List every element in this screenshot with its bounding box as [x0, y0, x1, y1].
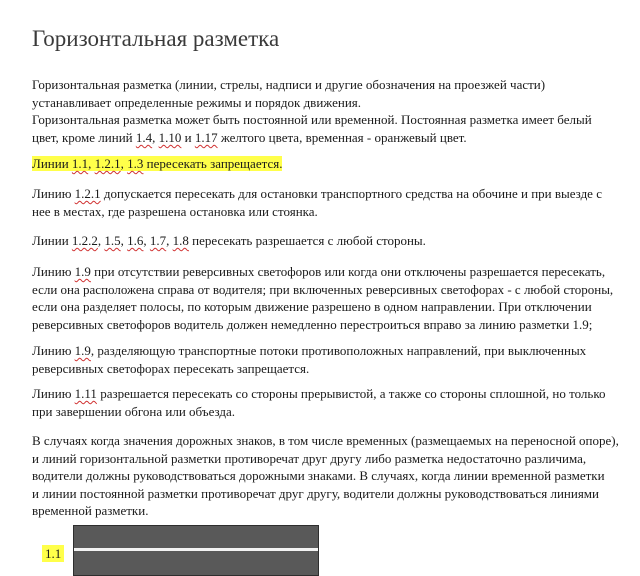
paragraph-line: если она разделяет полосы, по которым движение разрешено в одном направлении. При отключении [32, 299, 592, 315]
paragraph-conflicts [32, 432, 632, 520]
paragraph-line [32, 385, 632, 403]
text-run: пересекать разрешается с любой стороны. [188, 233, 426, 248]
paragraph-line: нее в местах, где разрешена остановка или стоянка. [32, 203, 318, 219]
text-run: Линии [32, 233, 72, 248]
line-ref-1-5: 1.5 [104, 233, 121, 248]
paragraph-line: если она расположена справа от водителя; при включенных реверсивных светофорах - с любой стороны, [32, 281, 614, 297]
text-run: , [143, 233, 150, 248]
text-run: Линию [32, 186, 75, 201]
intro-line-3: Горизонтальная разметка может быть постоянной или временной. Постоянная разметка имеет белый [32, 112, 592, 128]
line-ref-1-2-1: 1.2.1 [74, 186, 101, 201]
text-run: , [120, 156, 128, 171]
paragraph-line: реверсивных светофоров водитель должен немедленно перестроиться вправо за линию разметки 1.9; [32, 316, 593, 332]
paragraph-line-1-2-1 [32, 185, 632, 220]
paragraph-line: В случаях когда значения дорожных знаков, в том числе временных (размещаемых на переносной опоре), [32, 433, 619, 448]
intro-line-4 [32, 129, 632, 147]
line-ref-1-9: 1.9 [74, 343, 91, 358]
paragraph-line [32, 263, 632, 281]
text-run: , [97, 233, 105, 248]
paragraph-line: при завершении обгона или объезда. [32, 403, 236, 419]
paragraph-line [32, 342, 632, 360]
text-run: и [181, 129, 195, 145]
paragraph-line [32, 155, 632, 173]
line-ref-1-1: 1.1 [71, 156, 89, 171]
paragraph-line: водители должны руководствоваться дорожными знаками. В случаях, когда линии временной разметки [32, 468, 605, 484]
line-ref-1-7: 1.7 [149, 233, 167, 248]
line-ref-1-4: 1.4 [135, 129, 153, 145]
line-ref-1-3: 1.3 [127, 156, 144, 171]
highlighted-sentence [32, 156, 282, 171]
line-ref-1-6: 1.6 [127, 233, 144, 248]
paragraph-line: реверсивных светофорах пересекать запрещается. [32, 360, 310, 376]
text-run: при отсутствии реверсивных светофоров или когда они отключены разрешается пересекать, [90, 264, 606, 279]
road-marking-illustration [73, 525, 319, 576]
text-run: цвет, кроме линий [32, 129, 136, 145]
paragraph-line [32, 185, 632, 203]
text-run: разрешается пересекать со стороны прерывистой, а также со стороны сплошной, но только [96, 386, 606, 401]
paragraph-line-1-11 [32, 385, 632, 420]
line-ref-1-8: 1.8 [172, 233, 189, 248]
paragraph-line-1-9 [32, 263, 632, 333]
text-run: Линию [32, 343, 75, 358]
line-ref-1-17: 1.17 [194, 129, 218, 145]
intro-line-2: устанавливает определенные режимы и порядок движения. [32, 94, 361, 110]
text-run: допускается пересекать для остановки транспортного средства на обочине и при выезде с [100, 186, 602, 201]
intro-paragraph [32, 76, 632, 146]
paragraph-line: временной разметки. [32, 503, 149, 519]
text-run: пересекать запрещается. [143, 156, 283, 171]
text-run: желтого цвета, временная - оранжевый цвет. [217, 129, 467, 145]
line-ref-1-2-1: 1.2.1 [94, 156, 121, 171]
text-run: , [166, 233, 173, 248]
text-run: , разделяющую транспортные потоки противоположных направлений, при выключенных [90, 343, 587, 358]
intro-line-1: Горизонтальная разметка (линии, стрелы, надписи и другие обозначения на проезжей части) [32, 77, 546, 92]
text-run: Линию [32, 386, 75, 401]
line-ref-1-10: 1.10 [158, 129, 182, 145]
paragraph-line-1-9-reversible [32, 342, 632, 377]
line-ref-1-9: 1.9 [74, 264, 91, 279]
page-title: Горизонтальная разметка [32, 26, 280, 51]
marking-label: 1.1 [42, 545, 64, 562]
paragraph-forbidden-lines [32, 155, 632, 173]
solid-line-marking [74, 548, 318, 551]
paragraph-crossable-lines [32, 232, 632, 250]
text-run: , [88, 156, 95, 171]
text-run: Линии [32, 156, 72, 171]
paragraph-line: и линии постоянной разметки противоречат друг другу, водители должны руководствоваться линиями [32, 485, 599, 501]
paragraph-line [32, 232, 632, 250]
text-run: , [152, 129, 159, 145]
text-run: , [120, 233, 128, 248]
text-run: Линию [32, 264, 75, 279]
line-ref-1-2-2: 1.2.2 [71, 233, 98, 248]
line-ref-1-11: 1.11 [74, 386, 97, 401]
paragraph-line: и линий горизонтальной разметки противоречат друг другу либо разметка недостаточно различима, [32, 450, 587, 466]
